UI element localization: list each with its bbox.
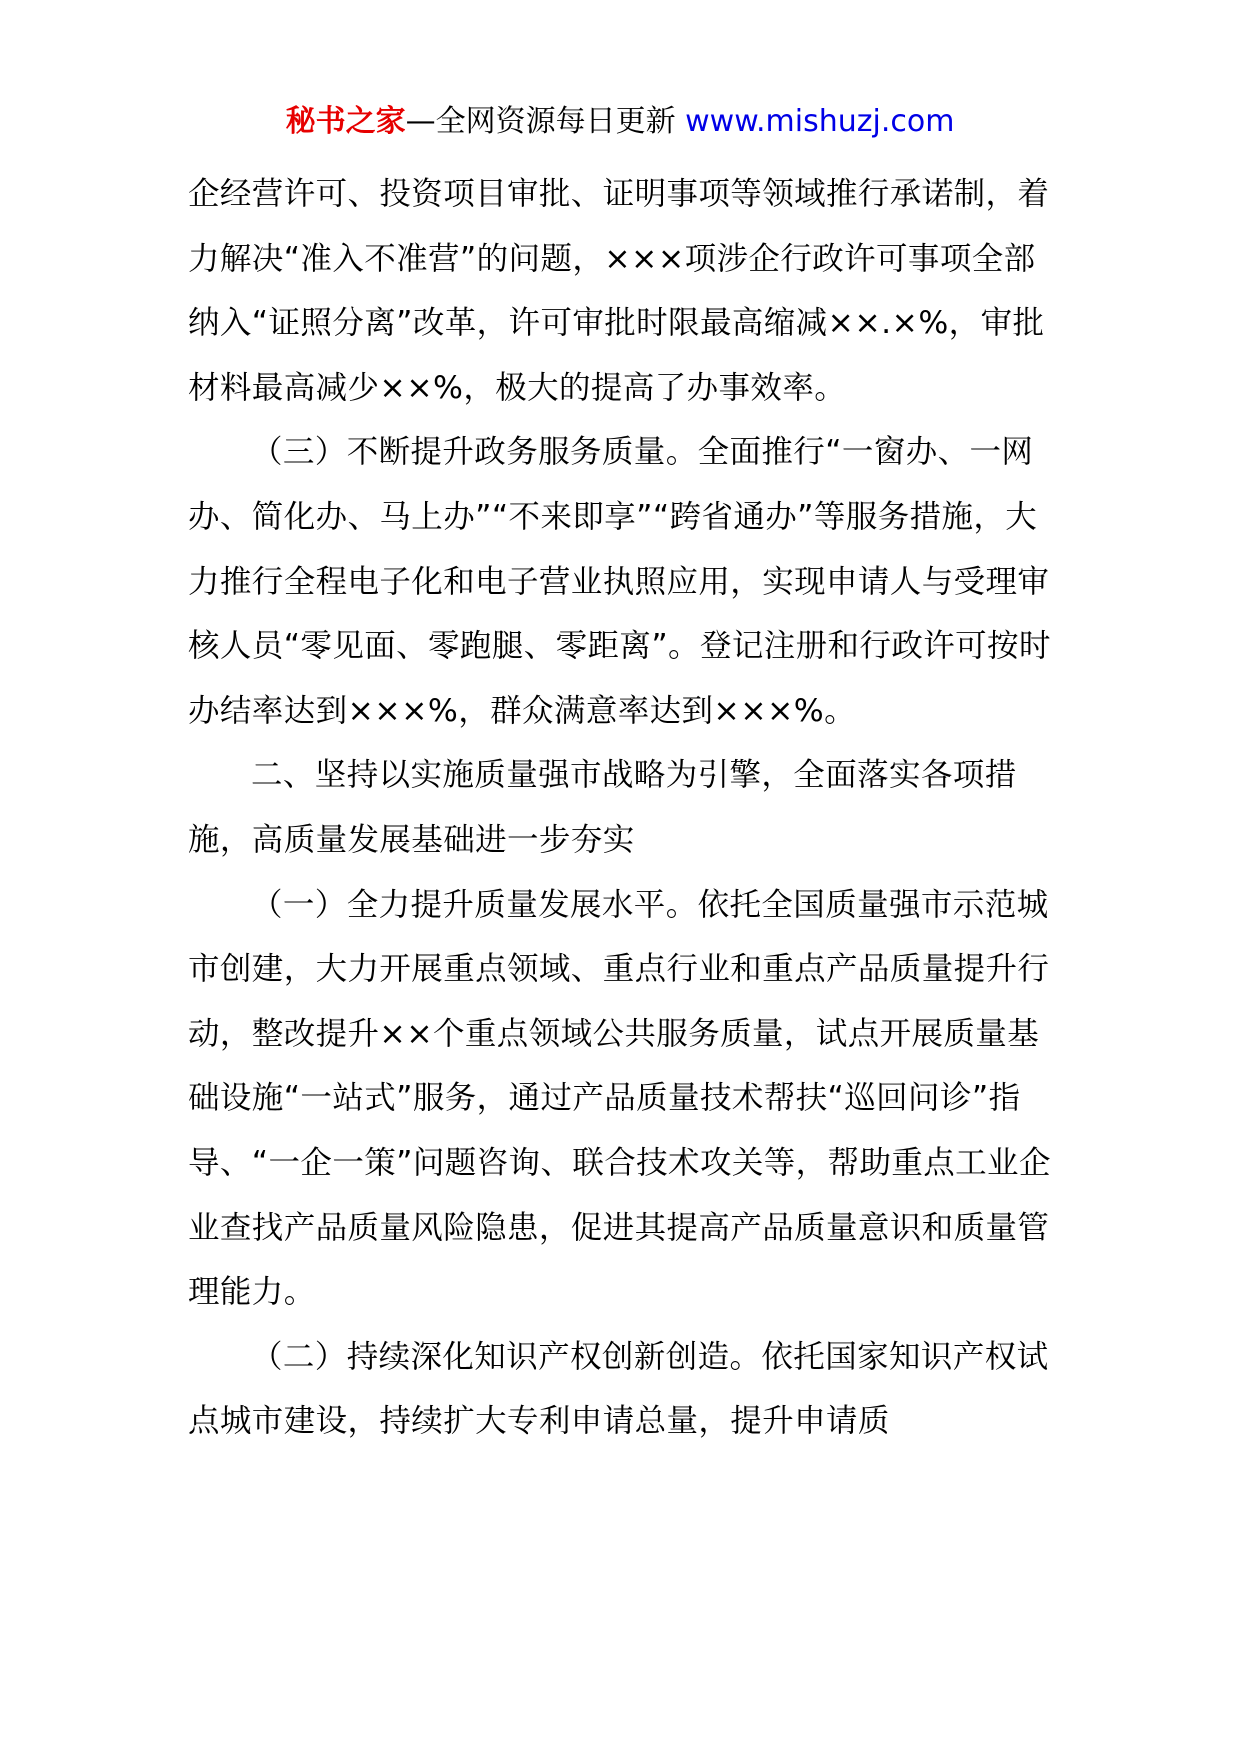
section-heading-2: 二、坚持以实施质量强市战略为引擎，全面落实各项措施，高质量发展基础进一步夯实 — [188, 757, 1017, 858]
paragraph-continuation: 企经营许可、投资项目审批、证明事项等领域推行承诺制，着力解决“准入不准营”的问题，×××项涉企行政许可事项全部纳入“证照分离”改革，许可审批时限最高缩减××.×%，审批材料最高减少××%，极大的提高了办事效率。 — [188, 176, 1050, 406]
brand-name: 秘书之家 — [285, 104, 406, 139]
header-slogan: —全网资源每日更新 — [405, 104, 686, 139]
watermark-header — [0, 102, 1240, 142]
site-url-link[interactable]: www.mishuzj.com — [685, 104, 955, 139]
paragraph-subsection-1: （一）全力提升质量发展水平。依托全国质量强市示范城市创建，大力开展重点领域、重点行业和重点产品质量提升行动，整改提升××个重点领域公共服务质量，试点开展质量基础设施“一站式”服务，通过产品质量技术帮扶“巡回问诊”指导、“一企一策”问题咨询、联合技术攻关等，帮助重点工业企业查找产品质量风险隐患，促进其提高产品质量意识和质量管理能力。 — [188, 886, 1051, 1311]
document-body — [188, 162, 1058, 1454]
paragraph-subsection-2: （二）持续深化知识产权创新创造。依托国家知识产权试点城市建设，持续扩大专利申请总量，提升申请质 — [188, 1338, 1049, 1440]
paragraph-section-3: （三）不断提升政务服务质量。全面推行“一窗办、一网办、简化办、马上办”“不来即享”“跨省通办”等服务措施，大力推行全程电子化和电子营业执照应用，实现申请人与受理审核人员“零见面、零跑腿、零距离”。登记注册和行政许可按时办结率达到×××%，群众满意率达到×××%。 — [188, 434, 1051, 729]
